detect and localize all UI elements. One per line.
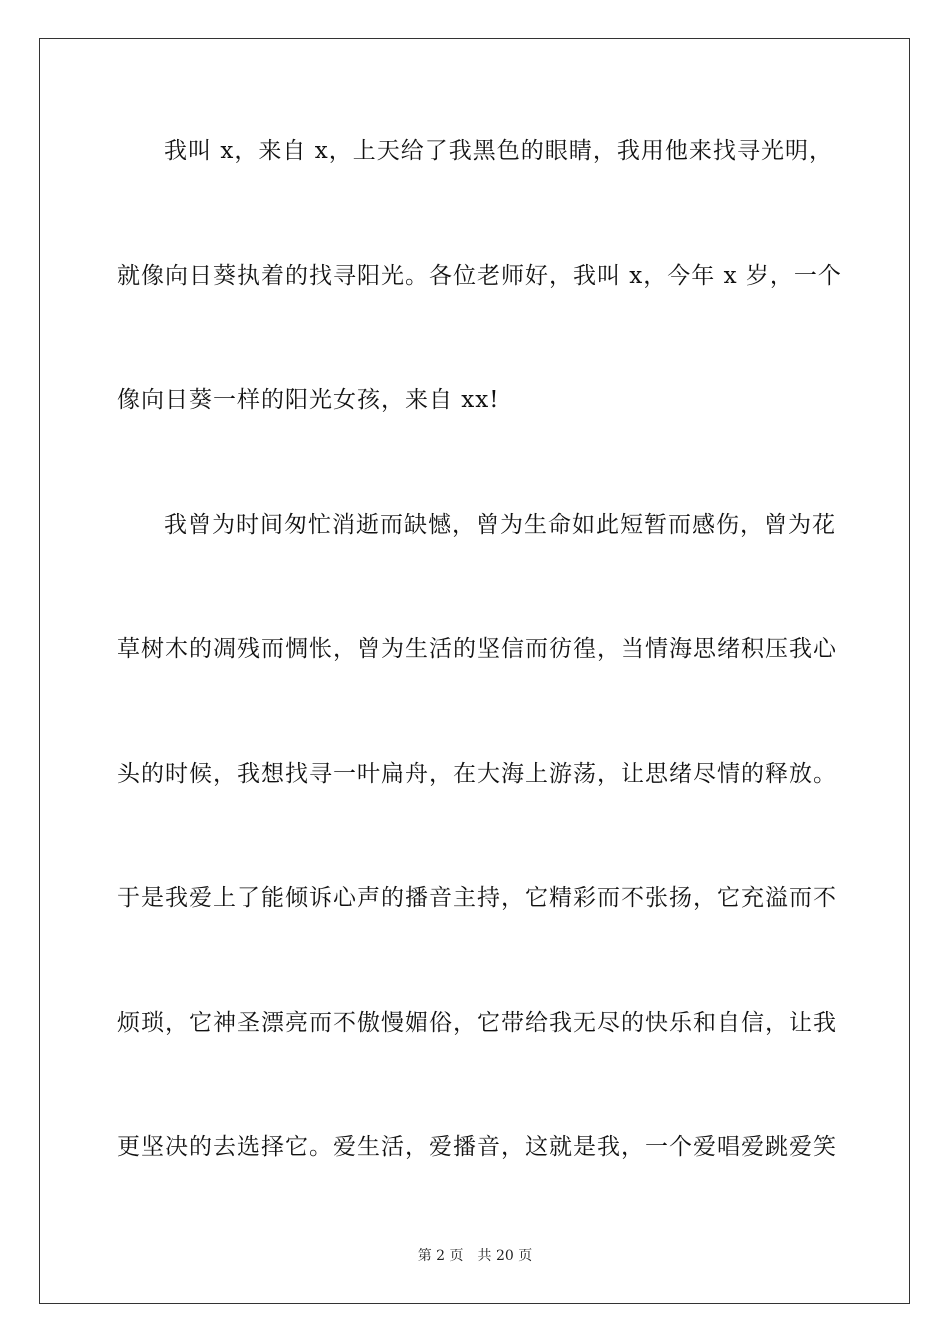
page-number: 第 2 页 <box>417 1248 464 1264</box>
page-total: 共 20 页 <box>477 1248 533 1264</box>
paragraph-2-line-4: 于是我爱上了能倾诉心声的播音主持，它精彩而不张扬，它充溢而不 <box>117 885 837 911</box>
paragraph-2-line-2: 草树木的凋残而惆怅，曾为生活的坚信而彷徨，当情海思绪积压我心 <box>117 636 837 662</box>
paragraph-1-line-1: 我叫 x，来自 x，上天给了我黑色的眼睛，我用他来找寻光明， <box>164 138 833 164</box>
paragraph-2-line-5: 烦琐，它神圣漂亮而不傲慢媚俗，它带给我无尽的快乐和自信，让我 <box>117 1010 837 1036</box>
paragraph-2-line-6: 更坚决的去选择它。爱生活，爱播音，这就是我，一个爱唱爱跳爱笑 <box>117 1134 837 1160</box>
paragraph-1-line-2: 就像向日葵执着的找寻阳光。各位老师好，我叫 x，今年 x 岁，一个 <box>117 263 842 289</box>
page-footer <box>0 1247 950 1265</box>
paragraph-2-line-3: 头的时候，我想找寻一叶扁舟，在大海上游荡，让思绪尽情的释放。 <box>117 761 837 787</box>
paragraph-1-line-3: 像向日葵一样的阳光女孩，来自 xx! <box>117 387 500 413</box>
paragraph-2-line-1: 我曾为时间匆忙消逝而缺憾，曾为生命如此短暂而感伤，曾为花 <box>164 512 836 538</box>
page-border <box>39 38 910 1304</box>
